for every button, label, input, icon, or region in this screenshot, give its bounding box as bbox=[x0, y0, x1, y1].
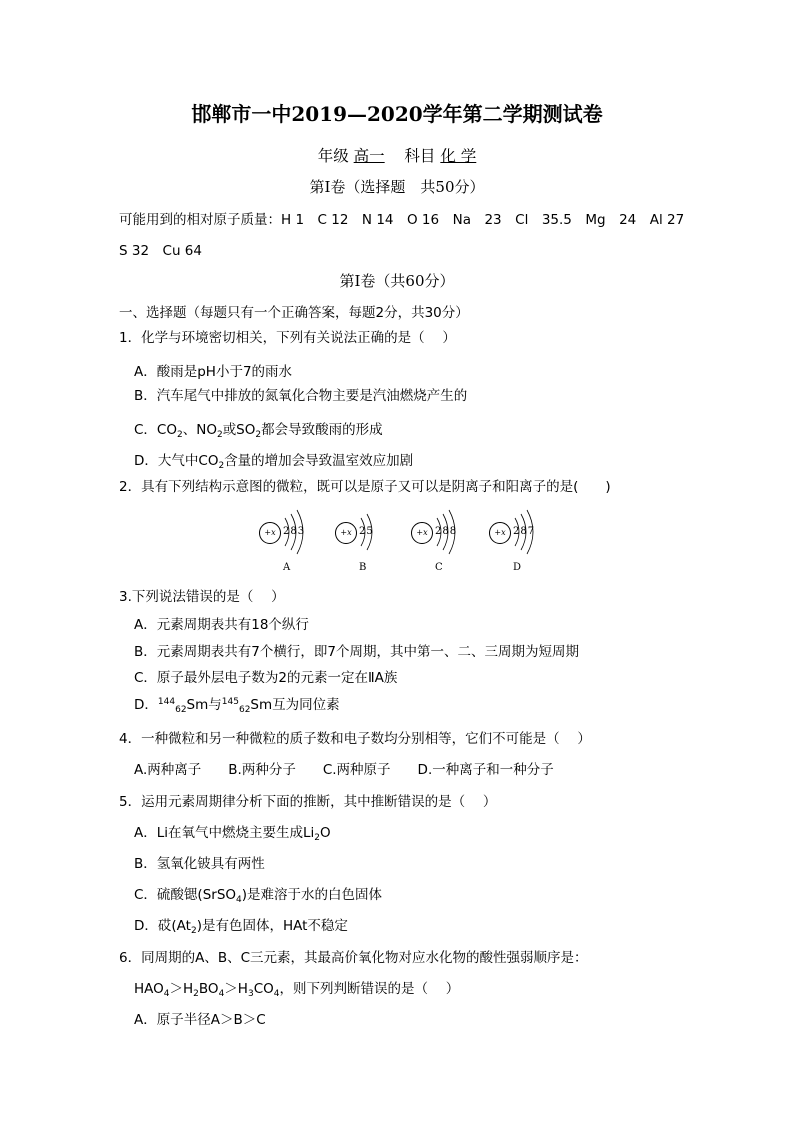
atom-diagram-c: +x 288 C bbox=[407, 506, 477, 576]
section1-title: 第Ⅰ卷（选择题 共50分） bbox=[309, 178, 485, 196]
subject-label: 科目 bbox=[404, 147, 436, 165]
q3-option-b: B．元素周期表共有7个横行，即7个周期，其中第一、二、三周期为短周期 bbox=[134, 644, 579, 660]
q2-stem: 2．具有下列结构示意图的微粒，既可以是原子又可以是阴离子和阳离子的是( ) bbox=[119, 479, 611, 495]
q1-option-a: A．酸雨是pH小于7的雨水 bbox=[134, 364, 293, 380]
grade-value: 高一 bbox=[353, 147, 385, 165]
atom-diagram-a: +x 283 A bbox=[255, 506, 325, 576]
q5-option-b: B．氢氧化铍具有两性 bbox=[134, 856, 265, 872]
q1-option-b: B．汽车尾气中排放的氮氧化合物主要是汽油燃烧产生的 bbox=[134, 388, 468, 404]
q5-option-a: A．Li在氧气中燃烧主要生成$Li_2O$ bbox=[134, 825, 331, 843]
q4-stem: 4．一种微粒和另一种微粒的质子数和电子数均分别相等，它们不可能是（ ） bbox=[119, 731, 591, 747]
section2-title: 第Ⅰ卷（共60分） bbox=[339, 272, 455, 290]
q5-option-d: D．砹$(At_2)$是有色固体，HAt不稳定 bbox=[134, 918, 348, 936]
grade-subject-line bbox=[0, 144, 794, 166]
atom-diagram-b: +x 25 B bbox=[331, 506, 401, 576]
q3-option-d: D．$^{144}_{62}$Sm与$^{145}_{62}$Sm互为同位素 bbox=[134, 697, 340, 715]
q3-option-a: A．元素周期表共有18个纵行 bbox=[134, 617, 309, 633]
atomic-masses-line2: S 32 Cu 64 bbox=[119, 243, 202, 259]
q6-stem-line2: $HAO_4>H_2BO_4>H_3CO_4$，则下列判断错误的是（ ） bbox=[134, 981, 460, 999]
q5-option-c: C．硫酸锶(SrSO$_4$)是难溶于水的白色固体 bbox=[134, 887, 383, 905]
page-title: 邯郸市一中2019—2020学年第二学期测试卷 bbox=[191, 102, 603, 126]
q6-option-a: A．原子半径A＞B＞C bbox=[134, 1012, 266, 1028]
grade-label: 年级 bbox=[317, 147, 349, 165]
atom-diagram-d: +x 287 D bbox=[485, 506, 555, 576]
q1-option-d: D．大气中$CO_2$含量的增加会导致温室效应加剧 bbox=[134, 453, 414, 471]
q6-stem: 6．同周期的A、B、C三元素，其最高价氧化物对应水化物的酸性强弱顺序是： bbox=[119, 950, 588, 966]
q1-option-c: C．$CO_2$、$NO_2$或$SO_2$都会导致酸雨的形成 bbox=[134, 422, 383, 440]
q1-stem: 1．化学与环境密切相关，下列有关说法正确的是（ ） bbox=[119, 330, 456, 346]
q4-options: A.两种离子 B.两种分子 C.两种原子 D.一种离子和一种分子 bbox=[134, 762, 554, 778]
part1-heading: 一、选择题（每题只有一个正确答案，每题2分，共30分） bbox=[119, 305, 469, 321]
q5-stem: 5．运用元素周期律分析下面的推断，其中推断错误的是（ ） bbox=[119, 794, 497, 810]
atom-structure-diagrams bbox=[255, 506, 545, 576]
q3-option-c: C．原子最外层电子数为2的元素一定在ⅡA族 bbox=[134, 670, 398, 686]
subject-value: 化 学 bbox=[440, 147, 477, 165]
q3-stem: 3.下列说法错误的是（ ） bbox=[119, 589, 285, 605]
atomic-masses-line1: 可能用到的相对原子质量：H 1 C 12 N 14 O 16 Na 23 Cl 35.5 Mg 24 Al 27 bbox=[119, 212, 685, 228]
